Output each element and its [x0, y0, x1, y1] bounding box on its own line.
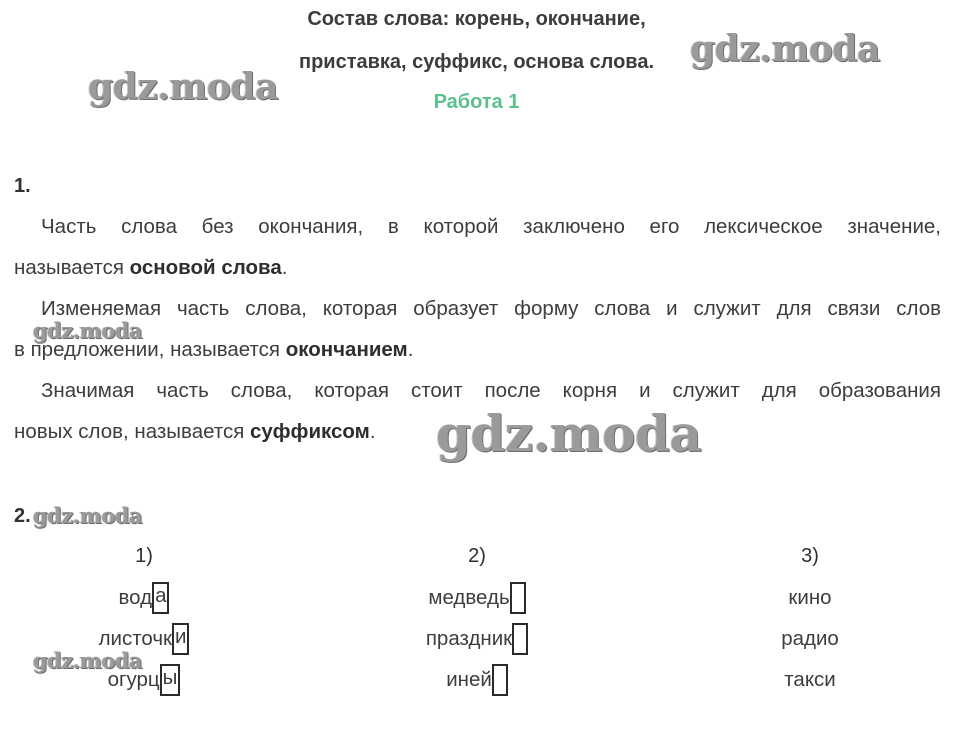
watermark-logo: gdz.moda [33, 318, 143, 343]
word-listochki: листочк и [44, 621, 244, 657]
column-1-heading: 1) [135, 545, 153, 567]
page-title: Состав слова: корень, окончание, [307, 8, 646, 30]
watermark-logo: gdz.moda [33, 503, 143, 528]
column-3-heading: 3) [801, 545, 819, 567]
watermark-logo: gdz.moda [690, 28, 880, 70]
watermark-logo: gdz.moda [88, 66, 278, 108]
answer-term: основой слова [129, 256, 282, 279]
word-radio: радио [781, 627, 839, 650]
word-voda: вод а [44, 580, 244, 616]
page-title-line2: приставка, суффикс, основа слова. [298, 51, 654, 73]
work-heading: Работа 1 [433, 91, 520, 113]
paragraph-line: в предложении, называется окончанием. [14, 338, 414, 361]
task-1-paragraph-2 [14, 288, 941, 370]
ending-box: и [172, 623, 189, 655]
watermark-logo: gdz.moda [33, 648, 143, 673]
word-taksi: такси [784, 668, 836, 691]
word-iney: иней [377, 662, 577, 698]
task-1-paragraph-1 [14, 206, 941, 288]
zero-ending-box [510, 582, 526, 614]
paragraph-line: называется основой слова. [14, 256, 288, 279]
answer-term: суффиксом [250, 420, 370, 443]
paragraph-line: Часть слова без окончания, в которой заключено его лексическое значение, [41, 215, 941, 238]
zero-ending-box [492, 664, 508, 696]
task-2-number: 2. [14, 505, 31, 527]
column-2-heading: 2) [468, 545, 486, 567]
word-ogurtsy: огурц ы [44, 662, 244, 698]
word-prazdnik: праздник [377, 621, 577, 657]
word-medved: медведь [377, 580, 577, 616]
paragraph-line: новых слов, называется суффиксом. [14, 420, 376, 443]
watermark-logo: gdz.moda [436, 404, 702, 463]
zero-ending-box [512, 623, 528, 655]
word-kino: кино [788, 586, 832, 609]
ending-box: ы [160, 664, 181, 696]
answer-term: окончанием [285, 338, 408, 361]
paragraph-line: Значимая часть слова, которая стоит после корня и служит для образования [41, 379, 941, 402]
task-1-number: 1. [14, 175, 31, 197]
ending-box: а [152, 582, 169, 614]
paragraph-line: Изменяемая часть слова, которая образует форму слова и служит для связи слов [41, 297, 941, 320]
